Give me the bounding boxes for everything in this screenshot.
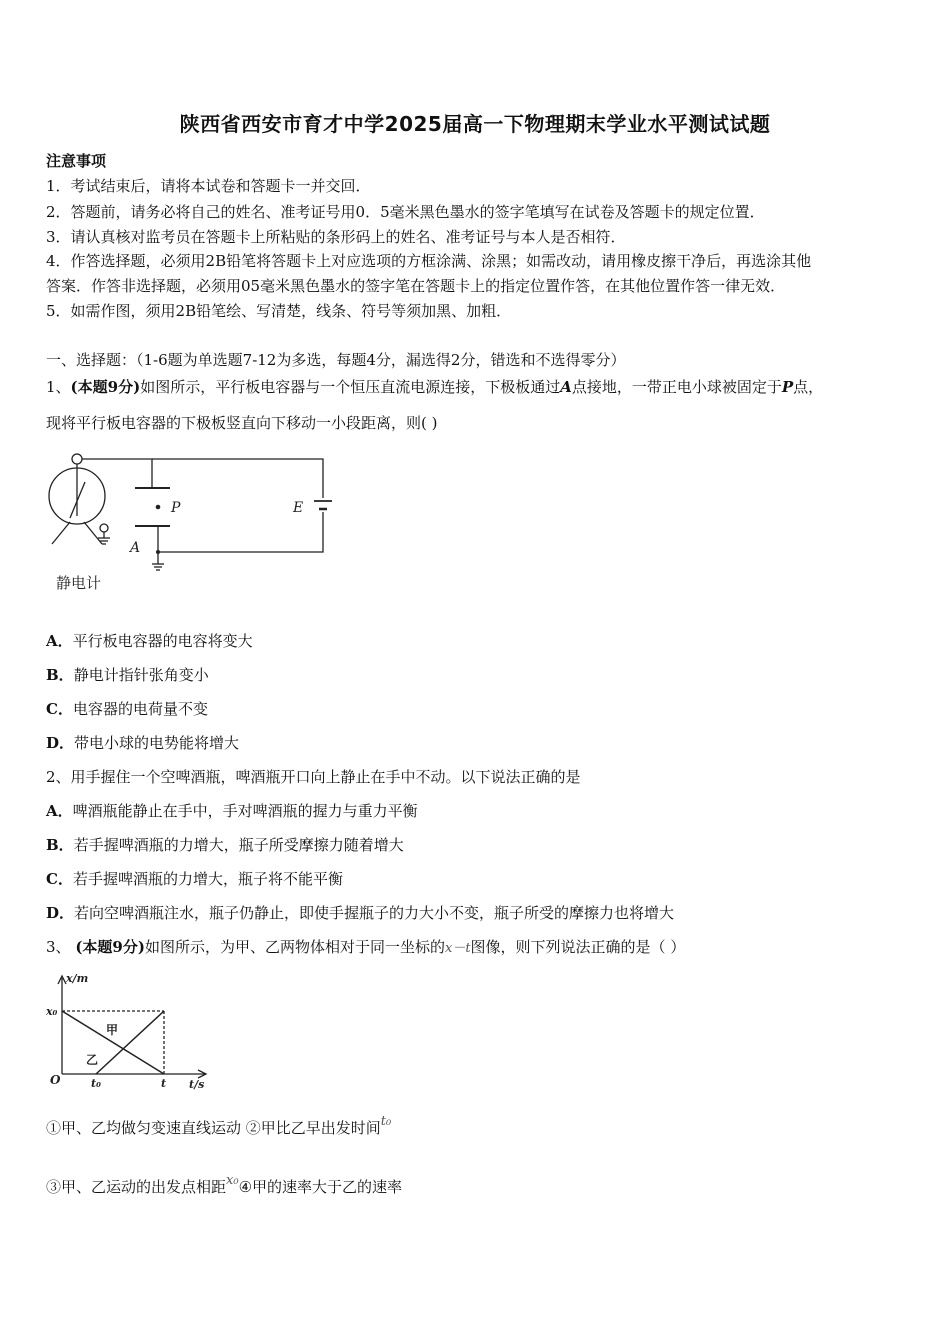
point-a-dot	[156, 550, 160, 554]
electrometer-leg	[52, 522, 70, 544]
line-jia	[62, 1011, 164, 1074]
question-2-stem: 2、用手握住一个空啤酒瓶，啤酒瓶开口向上静止在手中不动。以下说法正确的是	[46, 768, 581, 786]
option-text: 静电计指针张角变小	[73, 666, 209, 684]
x0-tick-label: x₀	[46, 1005, 58, 1018]
option-c	[46, 869, 343, 889]
xt-graph-figure	[44, 966, 224, 1092]
option-a	[46, 801, 418, 821]
question-1-stem	[46, 377, 823, 397]
section-heading: 一、选择题：（1-6题为单选题7-12为多选，每题4分，漏选得2分，错选和不选得零分）	[46, 351, 626, 369]
q1-point-a: A	[560, 378, 572, 396]
notice-item: 2．答题前，请务必将自己的姓名、准考证号用0．5毫米黑色墨水的签字笔填写在试卷及答题卡的规定位置．	[46, 203, 765, 221]
notice-item: 1．考试结束后，请将本试卷和答题卡一并交回．	[46, 177, 371, 195]
electrometer-knob	[72, 454, 82, 464]
label-yi: 乙	[86, 1053, 99, 1067]
notice-heading: 注意事项	[46, 152, 107, 170]
option-letter: D．	[46, 904, 75, 922]
option-a	[46, 631, 253, 651]
charged-ball	[156, 505, 161, 510]
label-electrometer: 静电计	[56, 574, 102, 592]
q1-points: (本题9分)	[70, 378, 141, 396]
q3-text: 图像，则下列说法正确的是（ ）	[470, 938, 686, 956]
question-3-stem	[46, 937, 685, 959]
q3-number: 3、	[46, 938, 71, 956]
option-text: 电容器的电荷量不变	[72, 700, 208, 718]
option-letter: B．	[46, 836, 74, 854]
capacitor-circuit-figure	[40, 448, 340, 598]
option-letter: C．	[46, 700, 73, 718]
label-p: P	[171, 500, 181, 516]
t-tick-label: t	[161, 1077, 167, 1090]
statement-1-2	[46, 1114, 392, 1140]
line-yi	[96, 1011, 164, 1074]
q1-text: 点，	[793, 378, 824, 396]
option-letter: A．	[46, 802, 73, 820]
statement-text: ④甲的速率大于乙的速率	[238, 1178, 403, 1196]
notice-item: 5．如需作图，须用2B铅笔绘、写清楚，线条、符号等须加黑、加粗．	[46, 302, 512, 320]
q3-formula: x－t	[444, 941, 471, 956]
q1-point-p: P	[781, 378, 794, 396]
origin-label: O	[50, 1073, 61, 1087]
q1-text: 点接地，一带正电小球被固定于	[571, 378, 782, 396]
wire-top-right	[152, 459, 323, 498]
option-text: 带电小球的电势能将增大	[74, 734, 240, 752]
question-1-stem-line2: 现将平行板电容器的下极板竖直向下移动一小段距离，则( )	[46, 414, 438, 432]
option-text: 若手握啤酒瓶的力增大，瓶子将不能平衡	[72, 870, 343, 888]
electrometer-case-terminal	[100, 524, 108, 532]
q1-number: 1、	[46, 378, 71, 396]
option-text: 若手握啤酒瓶的力增大，瓶子所受摩擦力随着增大	[73, 836, 404, 854]
statement-text: ①甲、乙均做匀变速直线运动 ②甲比乙早出发时间	[46, 1119, 381, 1137]
notice-item: 4．作答选择题，必须用2B铅笔将答题卡上对应选项的方框涂满、涂黑；如需改动，请用橡皮擦干净后，再选涂其他	[46, 252, 812, 270]
option-letter: D．	[46, 734, 75, 752]
option-c	[46, 699, 208, 719]
q3-points: (本题9分)	[75, 938, 145, 956]
option-letter: A．	[46, 632, 73, 650]
notice-item: 3．请认真核对监考员在答题卡上所粘贴的条形码上的姓名、准考证号与本人是否相符．	[46, 228, 626, 246]
t0-tick-label: t₀	[91, 1077, 101, 1090]
t0-symbol: t₀	[380, 1114, 392, 1129]
statement-text: ③甲、乙运动的出发点相距	[46, 1178, 227, 1196]
option-d	[46, 733, 239, 753]
label-a: A	[130, 540, 141, 556]
q1-text: 如图所示，平行板电容器与一个恒压直流电源连接，下极板通过	[140, 378, 561, 396]
option-text: 啤酒瓶能静止在手中，手对啤酒瓶的握力与重力平衡	[72, 802, 418, 820]
label-jia: 甲	[106, 1023, 119, 1037]
option-letter: B．	[46, 666, 74, 684]
option-text: 平行板电容器的电容将变大	[72, 632, 253, 650]
option-text: 若向空啤酒瓶注水，瓶子仍静止，即使手握瓶子的力大小不变，瓶子所受的摩擦力也将增大	[74, 904, 675, 922]
label-e: E	[293, 500, 304, 516]
wire-top-left	[82, 459, 152, 488]
statement-3-4	[46, 1173, 403, 1199]
x0-symbol: x₀	[226, 1173, 239, 1188]
y-axis-label: x/m	[66, 972, 89, 985]
option-letter: C．	[46, 870, 73, 888]
q3-text: 如图所示，为甲、乙两物体相对于同一坐标的	[144, 938, 445, 956]
wire-bottom	[158, 512, 323, 552]
notice-item: 答案．作答非选择题，必须用05毫米黑色墨水的签字笔在答题卡上的指定位置作答，在其他位置作答一律无效．	[46, 277, 786, 295]
option-d	[46, 903, 674, 923]
x-axis-label: t/s	[189, 1078, 205, 1091]
option-b	[46, 835, 404, 855]
electrometer-leg	[84, 522, 102, 544]
option-b	[46, 665, 209, 685]
page-title: 陕西省西安市育才中学2025届高一下物理期末学业水平测试试题	[179, 112, 771, 136]
